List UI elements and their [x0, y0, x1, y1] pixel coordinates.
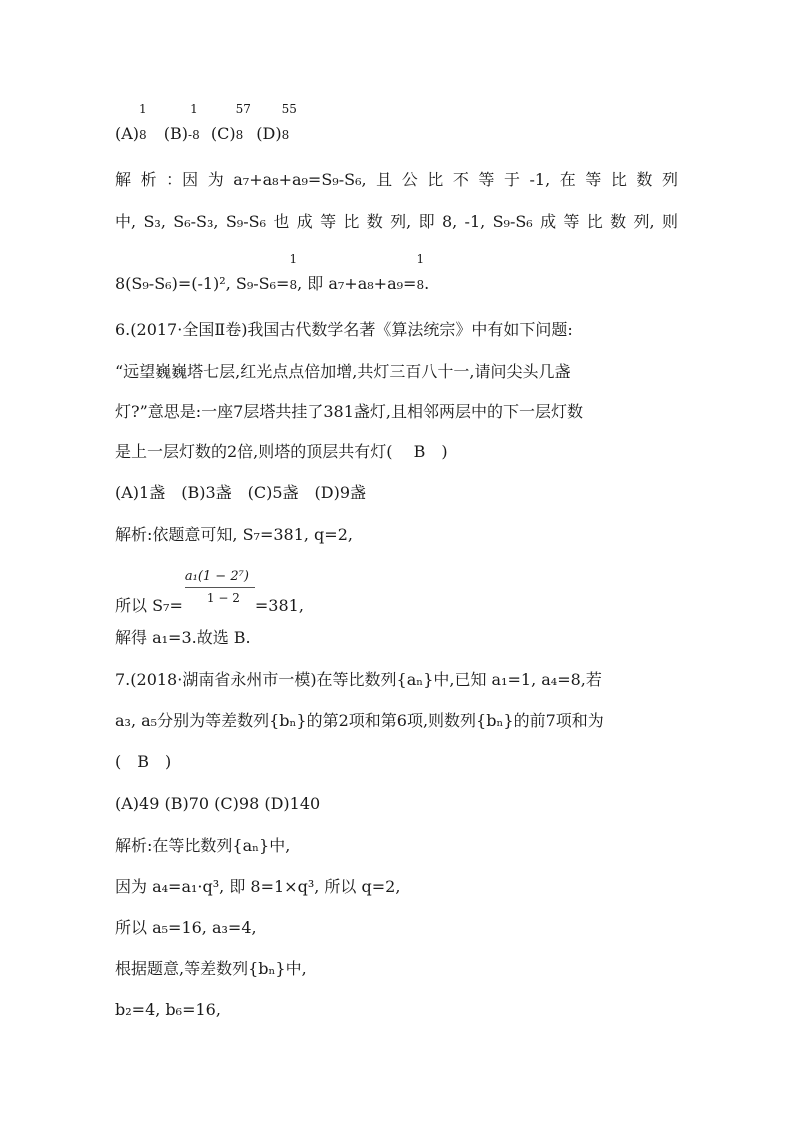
q7-solution-line-4: 根据题意,等差数列{bₙ}中, — [115, 959, 307, 978]
solution-word: 也 — [273, 212, 290, 231]
solution-word: -1, — [464, 212, 486, 231]
solution-word: 比 — [343, 212, 360, 231]
solution-word: 成 — [540, 212, 557, 231]
solution-word: a₇+a₈+a₉=S₉-S₆, — [233, 170, 367, 189]
solution-word: 比 — [427, 170, 444, 189]
solution-word: 成 — [296, 212, 313, 231]
option-b-label: (B) — [163, 124, 189, 143]
fraction-one-eighth-2: 1 8 — [416, 252, 425, 292]
solution-word: 数 — [366, 212, 383, 231]
solution-word: 公 — [401, 170, 418, 189]
solution-word: 则 — [661, 212, 678, 231]
q6-solution-line-3: 解得 a₁=3.故选 B. — [115, 628, 251, 647]
solution-word: 列, — [633, 212, 655, 231]
solution-word: 等 — [478, 170, 495, 189]
q5-solution-line-2 — [115, 212, 678, 232]
fraction-sum-formula: $\frac{\text{a₁(1 − 2⁷)}}{1 - 2}$ — [183, 591, 255, 611]
option-c-fraction: 57 8 — [235, 102, 251, 142]
q7-answer-blank: ( B ) — [115, 752, 172, 771]
q7-question-line-1: 7.(2018·湖南省永州市一模)在等比数列{aₙ}中,已知 a₁=1, a₄=8,若 — [115, 670, 602, 689]
solution-word: S₆-S₃, — [173, 212, 219, 231]
q6-question-line-4: 是上一层灯数的2倍,则塔的顶层共有灯( B ) — [115, 442, 448, 461]
q5-solution-line-1 — [115, 170, 678, 190]
q7-solution-line-3: 所以 a₅=16, a₃=4, — [115, 918, 257, 937]
q6-solution-line-2: 所以 S₇= $\frac{\text{a₁(1 − 2⁷)}}{1 - 2}$ =381, — [115, 569, 304, 615]
q7-question-line-2: a₃, a₅分别为等差数列{bₙ}的第2项和第6项,则数列{bₙ}的前7项和为 — [115, 711, 604, 730]
solution-word: 8, — [441, 212, 458, 231]
q5-options — [115, 102, 705, 145]
solution-word: 比 — [586, 212, 603, 231]
solution-word: 比 — [610, 170, 627, 189]
solution-word: 等 — [585, 170, 602, 189]
option-c-label: (C) — [210, 124, 236, 143]
solution-word: 等 — [563, 212, 580, 231]
solution-word: 不 — [452, 170, 469, 189]
q7-options: (A)49 (B)70 (C)98 (D)140 — [115, 794, 321, 813]
q6-question-line-1: 6.(2017·全国Ⅱ卷)我国古代数学名著《算法统宗》中有如下问题: — [115, 320, 573, 339]
solution-word: 列, — [390, 212, 412, 231]
solution-word: 于 — [503, 170, 520, 189]
solution-word: -1, — [529, 170, 551, 189]
solution-word: 解 — [115, 170, 132, 189]
option-d-fraction: 55 8 — [281, 102, 297, 142]
option-d-label: (D) — [256, 124, 282, 143]
q5-solution-line-3: 8(S₉-S₆)=(-1)², S₉-S₆= 1 8, 即 a₇+a₈+a₉= 1 8. — [115, 252, 430, 293]
q6-question-line-3: 灯?”意思是:一座7层塔共挂了381盏灯,且相邻两层中的下一层灯数 — [115, 402, 583, 421]
q6-options: (A)1盏 (B)3盏 (C)5盏 (D)9盏 — [115, 483, 367, 502]
solution-word: 中, — [115, 212, 137, 231]
option-a-fraction: 1 8 — [139, 102, 147, 142]
solution-word: 为 — [207, 170, 224, 189]
solution-word: 等 — [320, 212, 337, 231]
solution-word: S₉-S₆ — [225, 212, 266, 231]
solution-word: ：因 — [166, 170, 199, 189]
solution-word: 即 — [418, 212, 435, 231]
solution-word: S₉-S₆ — [492, 212, 533, 231]
fraction-one-eighth: 1 8 — [289, 252, 298, 292]
solution-word: 列 — [661, 170, 678, 189]
solution-word: 数 — [610, 212, 627, 231]
solution-word: S₃, — [143, 212, 166, 231]
q7-solution-line-1: 解析:在等比数列{aₙ}中, — [115, 836, 291, 855]
solution-word: 在 — [559, 170, 576, 189]
solution-word: 析 — [140, 170, 157, 189]
option-b-fraction: 1 -8 — [188, 102, 200, 142]
q7-solution-line-2: 因为 a₄=a₁·q³, 即 8=1×q³, 所以 q=2, — [115, 877, 401, 896]
option-a-label: (A) — [115, 124, 140, 143]
q6-solution-line-1: 解析:依题意可知, S₇=381, q=2, — [115, 525, 353, 544]
solution-word: 且 — [376, 170, 393, 189]
q6-question-line-2: “远望巍巍塔七层,红光点点倍加增,共灯三百八十一,请问尖头几盏 — [115, 362, 571, 381]
q7-solution-line-5: b₂=4, b₆=16, — [115, 1000, 221, 1019]
solution-word: 数 — [636, 170, 653, 189]
